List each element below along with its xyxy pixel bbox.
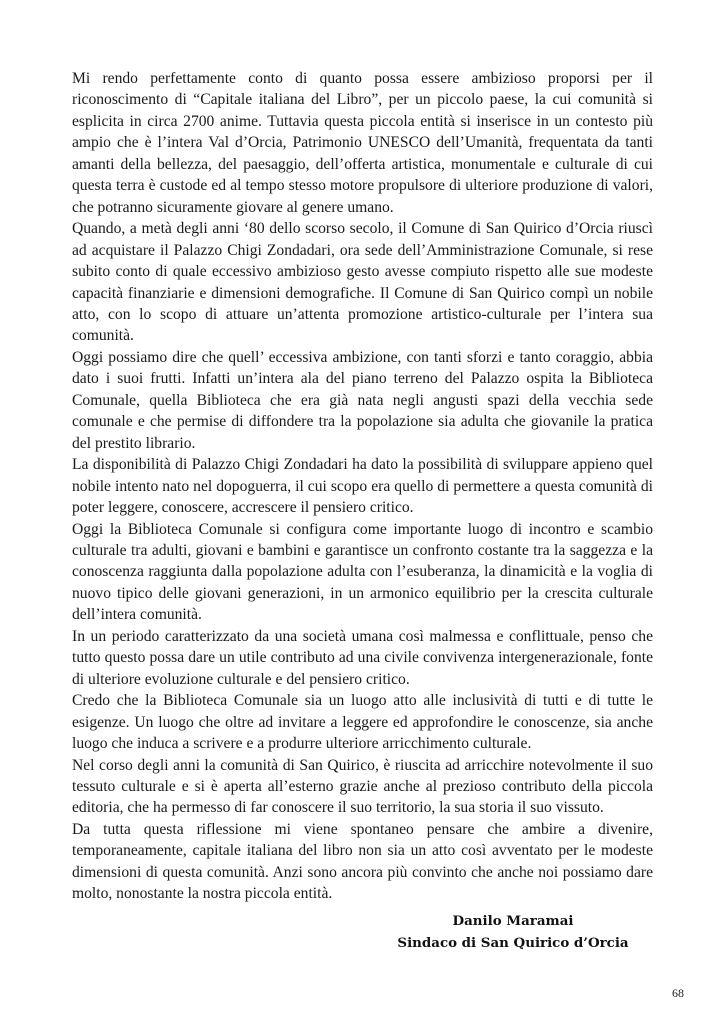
paragraph-2: Quando, a metà degli anni ‘80 dello scorso secolo, il Comune di San Quirico d’Orcia riuscì ad acquistare il Palazzo Chigi Zondadari, ora sede dell’Amministrazione Comunale, si rese subito conto di quale eccessivo ambizioso gesto avesse compiuto rispetto alle sue modeste capacità finanziarie e dimensioni demografiche. Il Comune di San Quirico compì un nobile atto, con lo scopo di attuare un’attenta promozione artistico-culturale per l’intera sua comunità. bbox=[72, 220, 653, 345]
paragraph-9: Da tutta questa riflessione mi viene spontaneo pensare che ambire a divenire, temporaneamente, capitale italiana del libro non sia un atto così avventato per le modeste dimensioni di questa comunità. Anzi sono ancora più convinto che anche noi possiamo dare molto, nonostante la nostra piccola entità. bbox=[72, 820, 653, 903]
page-number: 68 bbox=[672, 986, 684, 1000]
letter-body bbox=[72, 68, 653, 905]
signatory-title: Sindaco di San Quirico d’Orcia bbox=[397, 935, 629, 951]
paragraph-5: Oggi la Biblioteca Comunale si configura come importante luogo di incontro e scambio culturale tra adulti, giovani e bambini e garantisce un confronto costante tra la saggezza e la conoscenza raggiunta dalla popolazione adulta con l’esuberanza, la dinamicità e la voglia di nuovo tipico delle giovani generazioni, in un armonico equilibrio per la crescita culturale dell’intera comunità. bbox=[72, 520, 653, 624]
paragraph-8: Nel corso degli anni la comunità di San Quirico, è riuscita ad arricchire notevolmente il suo tessuto culturale e si è aperta all’esterno grazie anche al prezioso contributo della piccola editoria, che ha permesso di far conoscere il suo territorio, la sua storia il suo vissuto. bbox=[72, 756, 653, 817]
paragraph-6: In un periodo caratterizzato da una società umana così malmessa e conflittuale, penso che tutto questo possa dare un utile contributo ad una civile convivenza intergenerazionale, fonte di ulteriore evoluzione culturale e del pensiero critico. bbox=[72, 627, 653, 688]
paragraph-4: La disponibilità di Palazzo Chigi Zondadari ha dato la possibilità di sviluppare appieno quel nobile intento nato nel dopoguerra, il cui scopo era quello di permettere a questa comunità di poter leggere, conoscere, accrescere il pensiero critico. bbox=[72, 456, 653, 517]
signature-block bbox=[372, 910, 654, 954]
paragraph-1: Mi rendo perfettamente conto di quanto possa essere ambizioso proporsi per il riconoscimento di “Capitale italiana del Libro”, per un piccolo paese, la cui comunità si esplicita in circa 2700 anime. Tuttavia questa piccola entità si inserisce in un contesto più ampio che è l’intera Val d’Orcia, Patrimonio UNESCO dell’Umanità, frequentata da tanti amanti della bellezza, del paesaggio, dell’offerta artistica, monumentale e culturale di cui questa terra è custode ed al tempo stesso motore propulsore di ulteriore produzione di valori, che potranno sicuramente giovare al genere umano. bbox=[72, 70, 653, 216]
signatory-name: Danilo Maramai bbox=[452, 913, 574, 929]
paragraph-3: Oggi possiamo dire che quell’ eccessiva ambizione, con tanti sforzi e tanto coraggio, abbia dato i suoi frutti. Infatti un’intera ala del piano terreno del Palazzo ospita la Biblioteca Comunale, quella Biblioteca che era già nata negli angusti spazi della vecchia sede comunale e che permise di diffondere tra la popolazione sia adulta che giovanile la pratica del prestito librario. bbox=[72, 348, 653, 452]
paragraph-7: Credo che la Biblioteca Comunale sia un luogo atto alle inclusività di tutti e di tutte le esigenze. Un luogo che oltre ad invitare a leggere ed approfondire le conoscenze, sia anche luogo che induca a scrivere e a produrre ulteriore arricchimento culturale. bbox=[72, 692, 653, 753]
